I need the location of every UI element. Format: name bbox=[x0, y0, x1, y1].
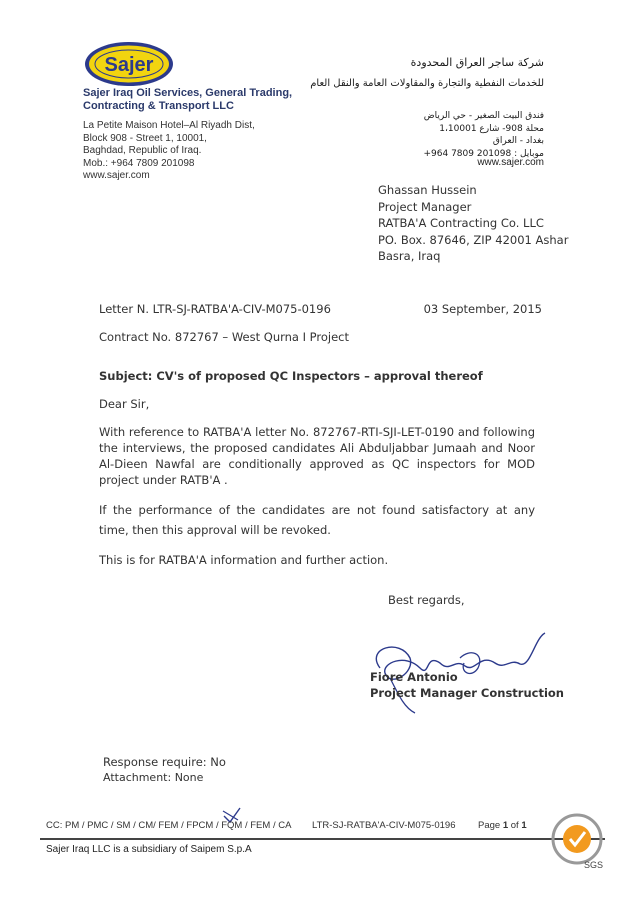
recipient-block: Ghassan Hussein Project Manager RATBA'A Contracting Co. LLC PO. Box. 87646, ZIP 42001 Ashar Basra, Iraq bbox=[378, 183, 569, 263]
subject-line: Subject: CV's of proposed QC Inspectors – approval thereof bbox=[99, 369, 483, 383]
arabic-address: فندق البيت الصغير - حي الرياض محلة 908- شارع 1،10001 بغداد - العراق موبايل : 201098 7809 964+ bbox=[423, 111, 544, 159]
arabic-services: للخدمات النفطية والتجارة والمقاولات العامة والنقل العام bbox=[310, 78, 544, 89]
salutation: Dear Sir, bbox=[99, 397, 150, 411]
paragraph-3: This is for RATBA'A information and further action. bbox=[99, 553, 389, 567]
contract-number: Contract No. 872767 – West Qurna I Project bbox=[99, 330, 350, 344]
paragraph-1: With reference to RATBA'A letter No. 872767-RTI-SJI-LET-0190 and following the interviews, the proposed candidates Ali Abduljabbar Jumaah and Noor Al-Dieen Nawfal are conditionally approved as QC inspectors for MOD project under RATB'A . bbox=[99, 425, 535, 487]
paragraph-2: If the performance of the candidates are not found satisfactory at any time, then this approval will be revoked. bbox=[99, 503, 535, 537]
sgs-certification-icon bbox=[548, 812, 606, 870]
company-address: La Petite Maison Hotel–Al Riyadh Dist, Block 908 - Street 1, 10001, Baghdad, Republic of Iraq. Mob.: +964 7809 201098 www.sajer.com bbox=[83, 120, 255, 181]
signatory bbox=[370, 669, 564, 701]
logo-text: Sajer bbox=[104, 54, 154, 76]
attachment: Attachment: None bbox=[103, 771, 204, 784]
letter-number: Letter N. LTR-SJ-RATBA'A-CIV-M075-0196 bbox=[99, 302, 331, 316]
closing: Best regards, bbox=[388, 593, 465, 607]
website-right: www.sajer.com bbox=[477, 157, 544, 168]
sgs-label: SGS bbox=[584, 860, 604, 870]
company-name: Sajer Iraq Oil Services, General Trading, Contracting & Transport LLC bbox=[83, 87, 293, 112]
response-required: Response require: No bbox=[103, 755, 226, 769]
cc-list: CC: PM / PMC / SM / CM/ FEM / FPCM / FQM / FEM / CA bbox=[46, 820, 292, 831]
signatory-name: Fiore Antonio bbox=[370, 670, 458, 684]
footer-divider bbox=[40, 838, 605, 840]
arabic-company-name: شركة ساجر العراق المحدودة bbox=[410, 56, 544, 69]
page-indicator: Page 1 of 1 bbox=[478, 820, 527, 831]
signatory-title: Project Manager Construction bbox=[370, 686, 564, 700]
footer-reference: LTR-SJ-RATBA'A-CIV-M075-0196 bbox=[312, 820, 456, 831]
sajer-logo bbox=[83, 40, 175, 88]
subsidiary-note: Sajer Iraq LLC is a subsidiary of Saipem S.p.A bbox=[46, 844, 252, 855]
letter-date: 03 September, 2015 bbox=[423, 302, 542, 316]
